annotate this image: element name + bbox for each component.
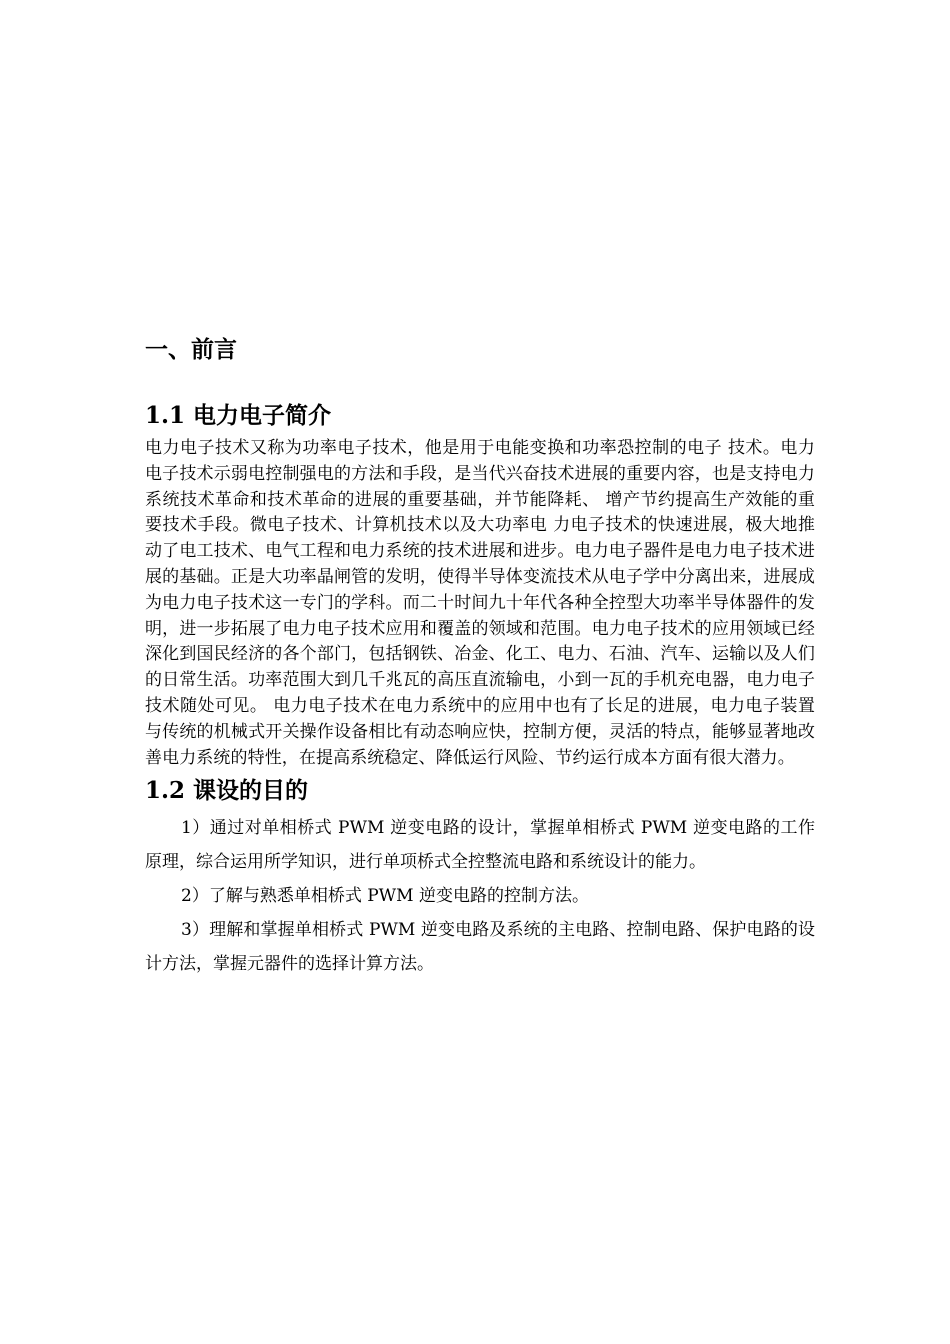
- section-1-body: 电力电子技术又称为功率电子技术，他是用于电能变换和功率恐控制的电子 技术。电力电子技术示弱电控制强电的方法和手段，是当代兴奋技术进展的重要内容，也是支持电力系统技术革命和技术革命的进展的重要基础，并节能降耗、 增产节约提高生产效能的重要技术手段。微电子技术、计算机技术以及大功率电 力电子技术的快速进展，极大地推动了电工技术、电气工程和电力系统的技术进展和进步。电力电子器件是电力电子技术进展的基础。正是大功率晶闸管的发明，使得半导体变流技术从电子学中分离出来，进展成为电力电子技术这一专门的学科。而二十时间九十年代各种全控型大功率半导体器件的发明，进一步拓展了电力电子技术应用和覆盖的领域和范围。电力电子技术的应用领域已经深化到国民经济的各个部门，包括钢铁、冶金、化工、电力、石油、汽车、运输以及人们的日常生活。功率范围大到几千兆瓦的高压直流输电，小到一瓦的手机充电器，电力电子技术随处可见。 电力电子技术在电力系统中的应用中也有了长足的进展，电力电子装置与传统的机械式开关操作设备相比有动态响应快，控制方便，灵活的特点，能够显著地改善电力系统的特性，在提高系统稳定、降低运行风险、节约运行成本方面有很大潜力。: [145, 438, 815, 768]
- document-content: [145, 330, 815, 981]
- section-1-title: 1.1 电力电子简介: [145, 402, 332, 429]
- chapter-title: 一、前言: [145, 336, 237, 363]
- purpose-item: 1）通过对单相桥式 PWM 逆变电路的设计，掌握单相桥式 PWM 逆变电路的工作原理，综合运用所学知识，进行单项桥式全控整流电路和系统设计的能力。: [145, 818, 815, 873]
- section-2-title: 1.2 课设的目的: [145, 777, 309, 805]
- purpose-item: 3）理解和掌握单相桥式 PWM 逆变电路及系统的主电路、控制电路、保护电路的设计方法，掌握元器件的选择计算方法。: [145, 920, 815, 975]
- purpose-list: [145, 811, 815, 981]
- purpose-item: 2）了解与熟悉单相桥式 PWM 逆变电路的控制方法。: [181, 886, 589, 907]
